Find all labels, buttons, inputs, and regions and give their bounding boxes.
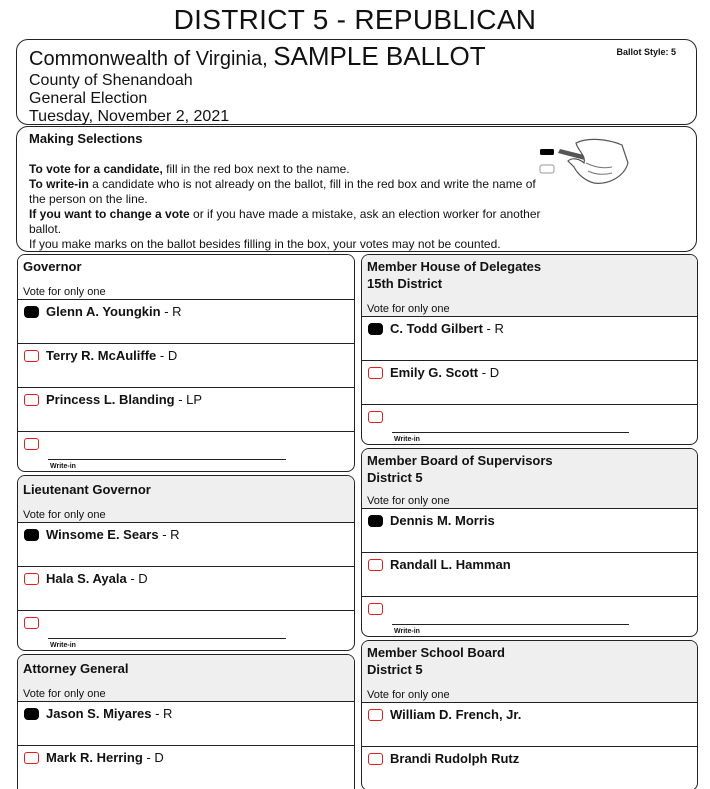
candidate-name: Randall L. Hamman xyxy=(390,557,511,572)
candidate-party: - D xyxy=(142,750,164,765)
selection-box[interactable] xyxy=(24,394,39,406)
write-in-label: Write-in xyxy=(394,628,420,635)
selection-box[interactable] xyxy=(368,603,383,615)
contest-title: Member House of Delegates xyxy=(367,259,542,274)
candidate-party: - R xyxy=(482,321,504,336)
candidate-name: William D. French, Jr. xyxy=(390,707,522,722)
ballot-style: Ballot Style: 5 xyxy=(616,47,676,57)
candidate-party: - D xyxy=(126,571,148,586)
vote-instruction: Vote for only one xyxy=(367,303,450,315)
write-in-row[interactable] xyxy=(18,610,354,650)
candidate-name: C. Todd Gilbert xyxy=(390,321,483,336)
hand-marking-icon xyxy=(538,137,630,187)
right-column xyxy=(361,254,698,789)
contest-subtitle: District 5 xyxy=(367,662,423,677)
selection-box-filled[interactable] xyxy=(24,708,39,720)
candidate-row[interactable] xyxy=(18,701,354,745)
vote-instruction: Vote for only one xyxy=(23,286,106,298)
candidate-name: Mark R. Herring xyxy=(46,750,143,765)
candidate-name: Emily G. Scott xyxy=(390,365,479,380)
election-text: General Election xyxy=(29,90,148,107)
selection-box[interactable] xyxy=(368,559,383,571)
candidate-row[interactable] xyxy=(362,508,697,552)
contest-subtitle: 15th District xyxy=(367,276,443,291)
contest-title: Attorney General xyxy=(23,661,129,676)
candidate-row[interactable] xyxy=(18,566,354,610)
instruction-vote: To vote for a candidate, fill in the red box next to the name. xyxy=(29,162,350,176)
candidate-row[interactable] xyxy=(18,522,354,566)
instruction-change: If you want to change a vote or if you have made a mistake, ask an election worker for another ballot. xyxy=(29,207,541,236)
header-line-1 xyxy=(29,43,696,72)
candidate-row[interactable] xyxy=(18,745,354,789)
candidate-row[interactable] xyxy=(362,552,697,596)
candidate-name: Dennis M. Morris xyxy=(390,513,495,528)
write-in-line[interactable] xyxy=(48,638,286,639)
selection-box[interactable] xyxy=(24,573,39,585)
candidate-party: - R xyxy=(160,304,182,319)
contest-attorney-general xyxy=(17,654,355,789)
write-in-label: Write-in xyxy=(50,642,76,649)
county-text: County of Shenandoah xyxy=(29,72,193,89)
write-in-label: Write-in xyxy=(394,436,420,443)
contest-title: Lieutenant Governor xyxy=(23,482,151,497)
vote-instruction: Vote for only one xyxy=(23,688,106,700)
candidate-name: Terry R. McAuliffe xyxy=(46,348,157,363)
contest-board-of-supervisors xyxy=(361,448,698,637)
selection-box[interactable] xyxy=(24,752,39,764)
selection-box-filled[interactable] xyxy=(24,529,39,541)
candidate-row[interactable] xyxy=(362,316,697,360)
contest-subtitle: District 5 xyxy=(367,470,423,485)
candidate-party: - D xyxy=(478,365,500,380)
write-in-row[interactable] xyxy=(362,596,697,636)
candidate-name: Jason S. Miyares xyxy=(46,706,152,721)
vote-instruction: Vote for only one xyxy=(23,509,106,521)
instruction-marks: If you make marks on the ballot besides filling in the box, your votes may not be counted. xyxy=(29,237,501,251)
ballot-header xyxy=(16,39,697,125)
write-in-line[interactable] xyxy=(392,624,629,625)
candidate-row[interactable] xyxy=(18,343,354,387)
candidate-name: Winsome E. Sears xyxy=(46,527,159,542)
candidate-party: - D xyxy=(156,348,178,363)
write-in-row[interactable] xyxy=(18,431,354,471)
selection-box-filled[interactable] xyxy=(368,323,383,335)
contest-governor xyxy=(17,254,355,472)
selection-box[interactable] xyxy=(24,350,39,362)
contest-house-of-delegates xyxy=(361,254,698,445)
election-date: Tuesday, November 2, 2021 xyxy=(29,108,230,125)
selection-box[interactable] xyxy=(368,367,383,379)
vote-instruction: Vote for only one xyxy=(367,495,450,507)
selection-box-filled[interactable] xyxy=(24,306,39,318)
selection-box[interactable] xyxy=(24,617,39,629)
selection-box-filled[interactable] xyxy=(368,515,383,527)
candidate-party: - R xyxy=(158,527,180,542)
ballot-title: DISTRICT 5 - REPUBLICAN xyxy=(173,4,537,35)
candidate-row[interactable] xyxy=(362,360,697,404)
write-in-label: Write-in xyxy=(50,463,76,470)
candidate-party: - LP xyxy=(174,392,203,407)
candidate-name: Brandi Rudolph Rutz xyxy=(390,751,520,766)
commonwealth-text: Commonwealth of Virginia, xyxy=(29,48,268,70)
instruction-write-in: To write-in a candidate who is not already on the ballot, fill in the red box and write the name of the person on the line. xyxy=(29,177,536,206)
selection-box[interactable] xyxy=(368,411,383,423)
contest-school-board xyxy=(361,640,698,789)
candidate-row[interactable] xyxy=(18,387,354,431)
candidate-row[interactable] xyxy=(362,746,697,789)
sample-ballot-text: SAMPLE BALLOT xyxy=(273,41,486,71)
write-in-line[interactable] xyxy=(392,432,629,433)
candidate-row[interactable] xyxy=(18,299,354,343)
selection-box[interactable] xyxy=(368,753,383,765)
contest-title: Governor xyxy=(23,259,82,274)
contest-title: Member Board of Supervisors xyxy=(367,453,553,468)
candidate-name: Glenn A. Youngkin xyxy=(46,304,161,319)
write-in-line[interactable] xyxy=(48,459,286,460)
contest-lieutenant-governor xyxy=(17,475,355,651)
instructions-box xyxy=(16,126,697,252)
left-column xyxy=(17,254,355,789)
candidate-name: Princess L. Blanding xyxy=(46,392,175,407)
candidate-name: Hala S. Ayala xyxy=(46,571,127,586)
selection-box[interactable] xyxy=(24,438,39,450)
contest-title: Member School Board xyxy=(367,645,505,660)
candidate-row[interactable] xyxy=(362,702,697,746)
vote-instruction: Vote for only one xyxy=(367,689,450,701)
selection-box[interactable] xyxy=(368,709,383,721)
candidate-party: - R xyxy=(151,706,173,721)
instructions-heading: Making Selections xyxy=(29,131,143,146)
write-in-row[interactable] xyxy=(362,404,697,444)
